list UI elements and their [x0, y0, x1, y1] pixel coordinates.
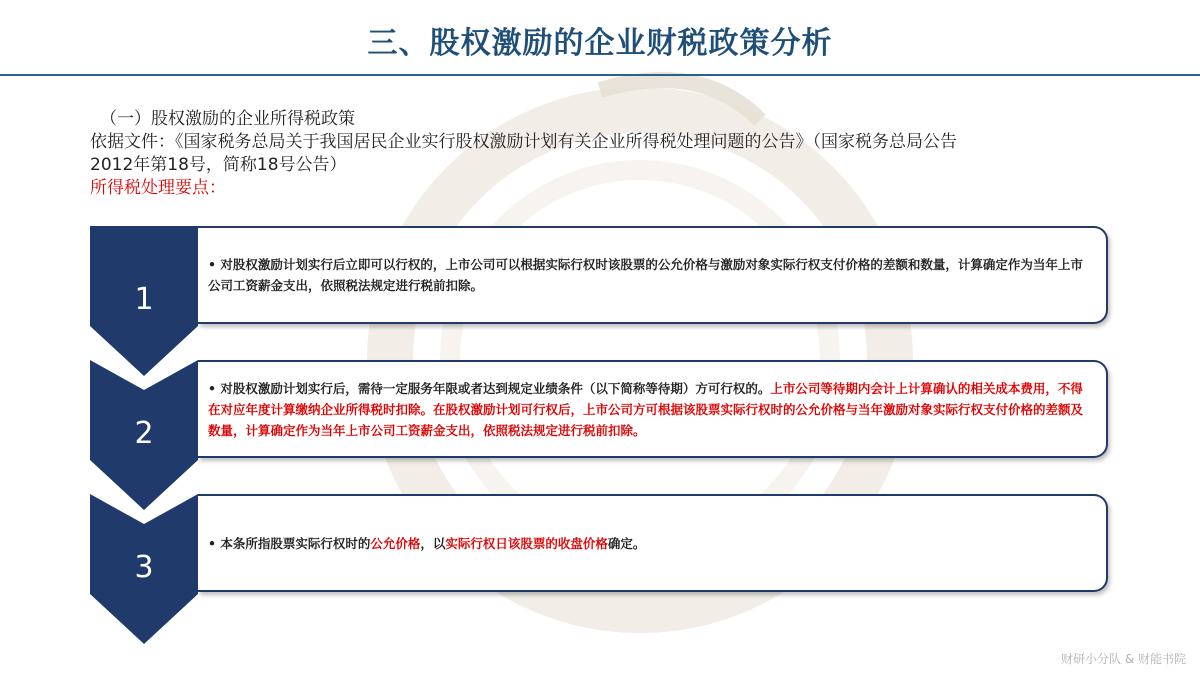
- footer-credit: 财研小分队 & 财能书院: [1061, 652, 1186, 666]
- step-1-box: [198, 226, 1108, 324]
- basis-line-1: 依据文件：《国家税务总局关于我国居民企业实行股权激励计划有关企业所得税处理问题的公告》（国家税务总局公告: [90, 132, 957, 152]
- step-3-text: • 本条所指股票实际行权时的公允价格，以实际行权日该股票的收盘价格确定。: [208, 535, 646, 551]
- title-divider: [0, 74, 1200, 76]
- step-2-number: 2: [134, 416, 154, 451]
- basis-line-2: 2012年第18号，简称18号公告）: [90, 155, 347, 175]
- page-title: 三、股权激励的企业财税政策分析: [367, 26, 833, 61]
- step-2-text: • 对股权激励计划实行后，需待一定服务年限或者达到规定业绩条件（以下简称等待期）方可行权的。上市公司等待期内会计上计算确认的相关成本费用，不得在对应年度计算缴纳企业所得税时扣除。在股权激励计划可行权后，上市公司方可根据该股票实际行权时的公允价格与当年激励对象实际行权支付价格的差额及数量，计算确定作为当年上市公司工资薪金支出，依照税法规定进行税前扣除。: [208, 380, 1084, 438]
- step-1-chevron: [90, 226, 198, 376]
- step-3-box: [198, 494, 1108, 592]
- key-points-heading: 所得税处理要点：: [90, 178, 226, 198]
- step-3-chevron: [90, 494, 198, 644]
- section-subtitle: （一）股权激励的企业所得税政策: [100, 109, 355, 129]
- step-2-chevron: [90, 360, 198, 510]
- step-2-box: [198, 360, 1108, 458]
- step-1-text: • 对股权激励计划实行后立即可以行权的，上市公司可以根据实际行权时该股票的公允价格与激励对象实际行权支付价格的差额和数量，计算确定作为当年上市公司工资薪金支出，依照税法规定进行税前扣除。: [208, 257, 1083, 293]
- step-1-number: 1: [134, 282, 154, 317]
- step-3-number: 3: [134, 550, 154, 585]
- intro-section: [90, 108, 1090, 200]
